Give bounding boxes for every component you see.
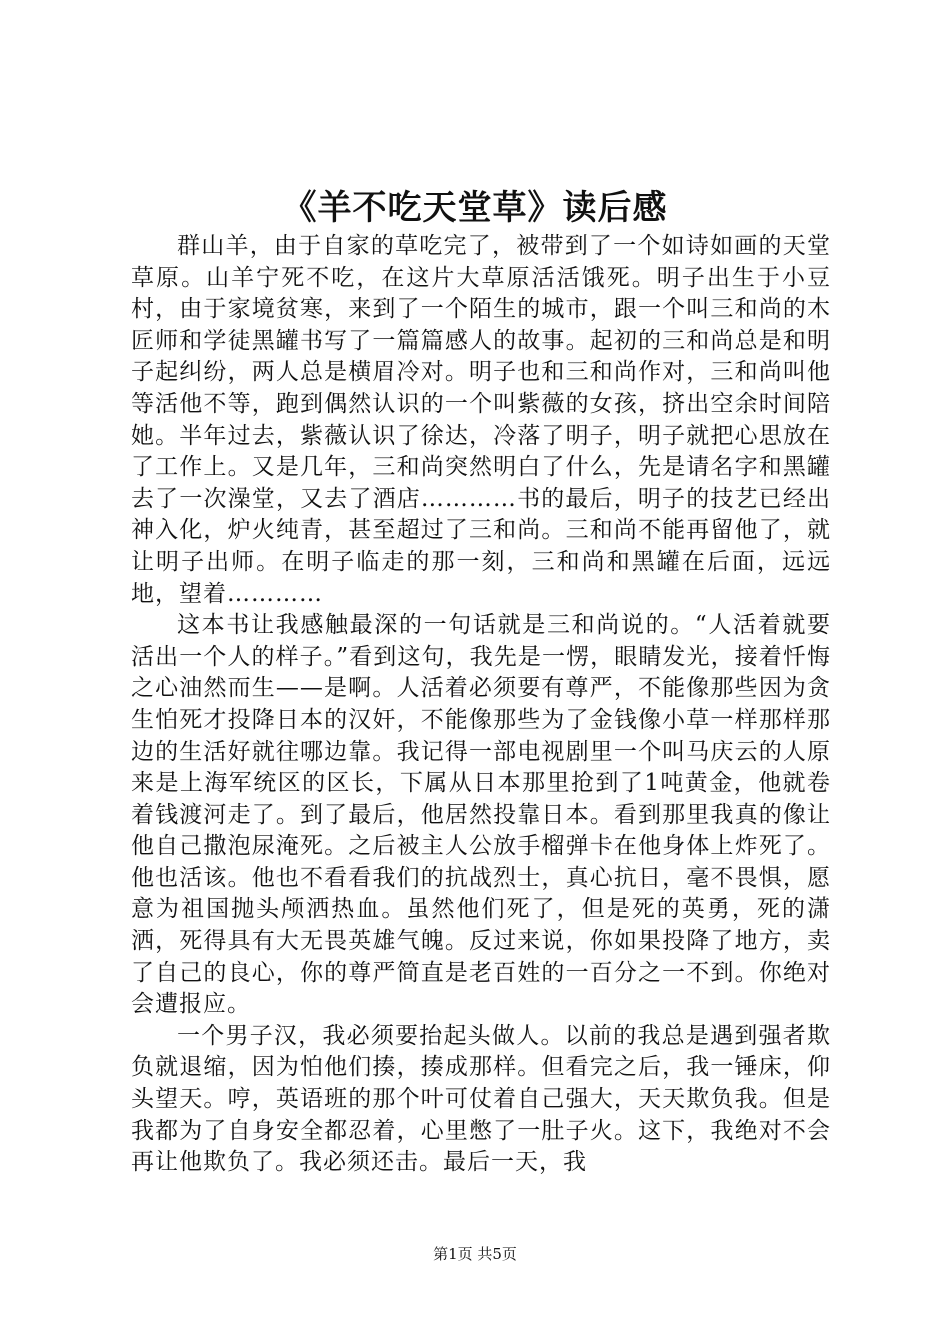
paragraph-2: 这本书让我感触最深的一句话就是三和尚说的。“人活着就要活出一个人的样子。”看到这句，我先是一愣，眼睛发光，接着忏悔之心油然而生——是啊。人活着必须要有尊严，不能像那些因为贪生怕死才投降日本的汉奸，不能像那些为了金钱像小草一样那样那边的生活好就往哪边靠。我记得一部电视剧里一个叫马庆云的人原来是上海军统区的区长，下属从日本那里抢到了1吨黄金，他就卷着钱渡河走了。到了最后，他居然投靠日本。看到那里我真的像让他自己撒泡尿淹死。之后被主人公放手榴弹卡在他身体上炸死了。他也活该。他也不看看我们的抗战烈士，真心抗日，毫不畏惧，愿意为祖国抛头颅洒热血。虽然他们死了，但是死的英勇，死的潇洒，死得具有大无畏英雄气魄。反过来说，你如果投降了地方，卖了自己的良心，你的尊严简直是老百姓的一百分之一不到。你绝对会遭报应。: [131, 612, 831, 1018]
document-body: [131, 231, 831, 1179]
paragraph-3: 一个男子汉，我必须要抬起头做人。以前的我总是遇到强者欺负就退缩，因为怕他们揍，揍成那样。但看完之后，我一锤床，仰头望天。哼，英语班的那个叶可仗着自己强大，天天欺负我。但是我都为了自身安全都忍着，心里憋了一肚子火。这下，我绝对不会再让他欺负了。我必须还击。最后一天，我: [131, 1022, 831, 1176]
page-footer: 第1页 共5页: [433, 1245, 517, 1263]
paragraph-1: 群山羊，由于自家的草吃完了，被带到了一个如诗如画的天堂草原。山羊宁死不吃，在这片大草原活活饿死。明子出生于小豆村，由于家境贫寒，来到了一个陌生的城市，跟一个叫三和尚的木匠师和学徒黑罐书写了一篇篇感人的故事。起初的三和尚总是和明子起纠纷，两人总是横眉冷对。明子也和三和尚作对，三和尚叫他等活他不等，跑到偶然认识的一个叫紫薇的女孩，挤出空余时间陪她。半年过去，紫薇认识了徐达，冷落了明子，明子就把心思放在了工作上。又是几年，三和尚突然明白了什么，先是请名字和黑罐去了一次澡堂，又去了酒店…………书的最后，明子的技艺已经出神入化，炉火纯青，甚至超过了三和尚。三和尚不能再留他了，就让明子出师。在明子临走的那一刻，三和尚和黑罐在后面，远远地，望着…………: [131, 233, 831, 607]
document-title: 《羊不吃天堂草》读后感: [282, 188, 668, 228]
